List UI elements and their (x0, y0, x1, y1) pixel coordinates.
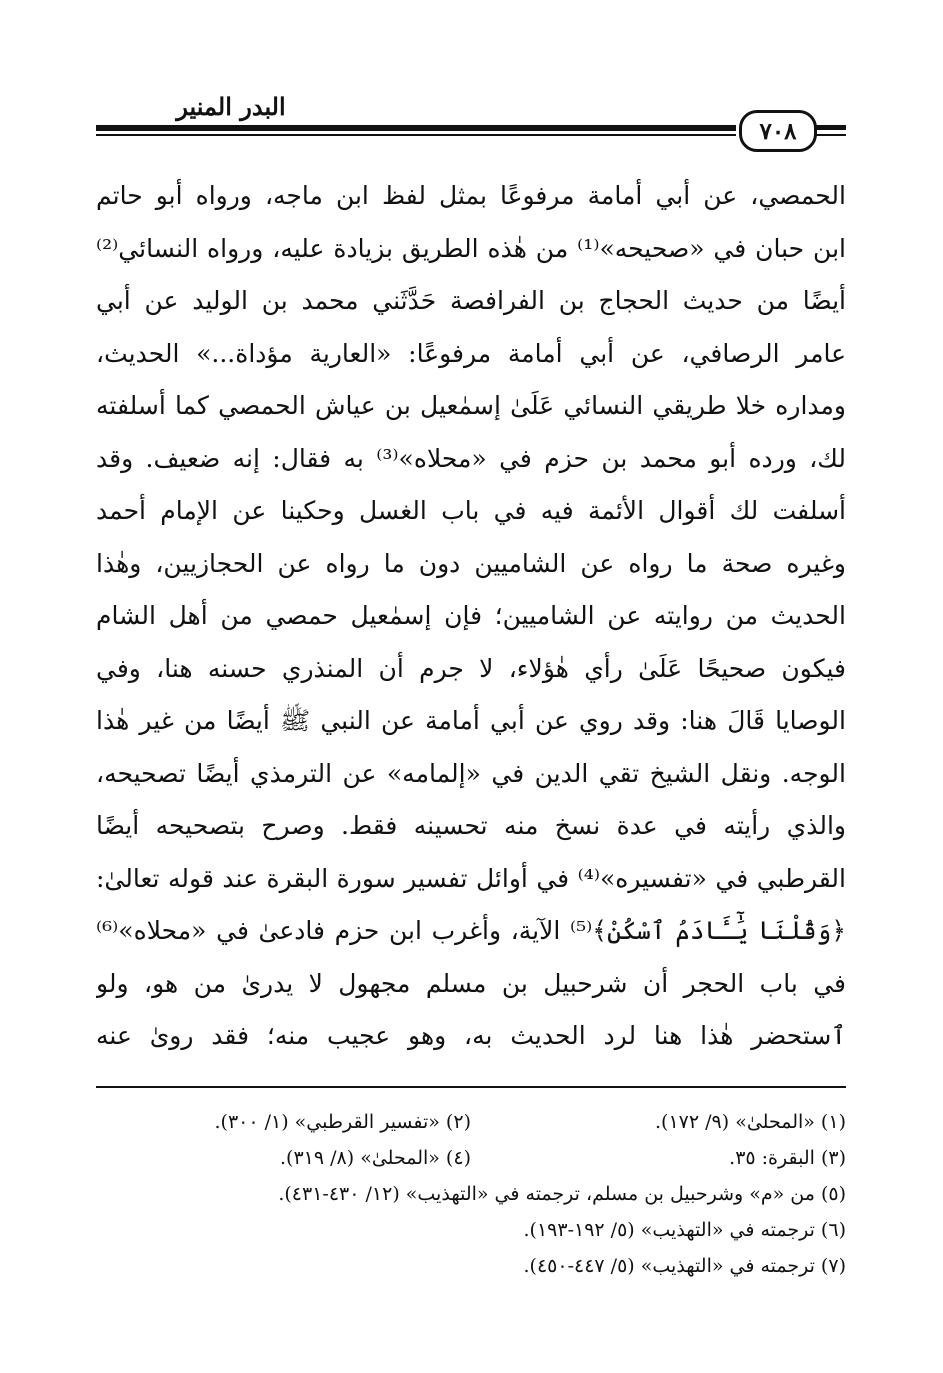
footnote-row (96, 1140, 846, 1176)
footnote-2: (٢) «تفسير القرطبي» (١/ ٣٠٠). (214, 1111, 471, 1133)
text-line: ابن حبان في «صحيحه»⁽¹⁾ من هٰذه الطريق بزيادة عليه، ورواه النسائي⁽²⁾ (96, 233, 846, 263)
footnotes (96, 1104, 846, 1284)
text-line: ومداره خلا طريقي النسائي عَلَىٰ إسمٰعيل بن عياش الحمصي كما أسلفته (96, 391, 846, 420)
main-text (96, 170, 846, 1063)
footnote-3: (٣) البقرة: ٣٥. (729, 1147, 846, 1169)
header-rule-right-thin (816, 134, 846, 136)
text-line: الوجه. ونقل الشيخ تقي الدين في «إلمامه» عن الترمذي أيضًا تصحيحه، (96, 758, 846, 788)
running-title: البدر المنير (176, 92, 286, 121)
text-line: أسلفت لك أقوال الأئمة فيه في باب الغسل وحكينا عن الإمام أحمد (96, 496, 846, 525)
footnote-row (96, 1248, 846, 1284)
footnote-1: (١) «المحلىٰ» (٩/ ١٧٢). (655, 1111, 846, 1133)
text-line: الحديث من روايته عن الشاميين؛ فإن إسمٰعيل حمصي من أهل الشام (96, 601, 846, 630)
text-line: عامر الرصافي، عن أبي أمامة مرفوعًا: «العارية مؤداة...» الحديث، (96, 338, 846, 368)
text-line: والذي رأيته في عدة نسخ منه تحسينه فقط. وصرح بتصحيحه أيضًا (96, 811, 846, 840)
text-line: وغيره صحة ما رواه عن الشاميين دون ما رواه عن الحجازيين، وهٰذا (96, 548, 846, 578)
text-line: فيكون صحيحًا عَلَىٰ رأي هٰؤلاء، لا جرم أن المنذري حسنه هنا، وفي (96, 653, 846, 683)
text-line: في باب الحجر أن شرحبيل بن مسلم مجهول لا يدرىٰ من هو، ولو (96, 968, 846, 998)
text-line: القرطبي في «تفسيره»⁽⁴⁾ في أوائل تفسير سورة البقرة عند قوله تعالىٰ: (96, 863, 846, 893)
text-line: أيضًا من حديث الحجاج بن الفرافصة حَدَّثَني محمد بن الوليد عن أبي (96, 286, 846, 315)
page-header (96, 92, 846, 152)
text-line: لك، ورده أبو محمد بن حزم في «محلاه»⁽³⁾ به فقال: إنه ضعيف. وقد (96, 443, 846, 473)
footnote-7: (٧) ترجمته في «التهذيب» (٥/ ٤٤٧-٤٥٠). (523, 1255, 846, 1277)
footnote-row (96, 1176, 846, 1212)
header-rule-thin (96, 134, 736, 136)
text-line: الوصايا قَالَ هنا: وقد روي عن أبي أمامة عن النبي ﷺ أيضًا من غير هٰذا (96, 706, 846, 735)
footnote-row (96, 1104, 846, 1140)
text-line: ﴿وَقُلْنَا يَٰٓـَٔادَمُ ٱسْكُنْ﴾⁽⁵⁾ الآية، وأغرب ابن حزم فادعىٰ في «محلاه»⁽⁶⁾ (96, 916, 846, 945)
footnote-6: (٦) ترجمته في «التهذيب» (٥/ ١٩٢-١٩٣). (523, 1219, 846, 1241)
footnote-5: (٥) من «م» وشرحبيل بن مسلم، ترجمته في «التهذيب» (١٢/ ٤٣٠-٤٣١). (278, 1183, 846, 1205)
footnote-row (96, 1212, 846, 1248)
footnote-separator (96, 1086, 846, 1088)
header-rule-right-thick (816, 125, 846, 130)
footnote-4: (٤) «المحلىٰ» (٨/ ٣١٩). (280, 1147, 471, 1169)
text-line: ٱستحضر هٰذا هنا لرد الحديث به، وهو عجيب منه؛ فقد روىٰ عنه (96, 1021, 846, 1050)
page-number-text: ٧٠٨ (759, 117, 797, 145)
page-number (739, 110, 817, 152)
text-line: الحمصي، عن أبي أمامة مرفوعًا بمثل لفظ ابن ماجه، ورواه أبو حاتم (96, 181, 846, 210)
header-rule-thick (96, 125, 736, 131)
